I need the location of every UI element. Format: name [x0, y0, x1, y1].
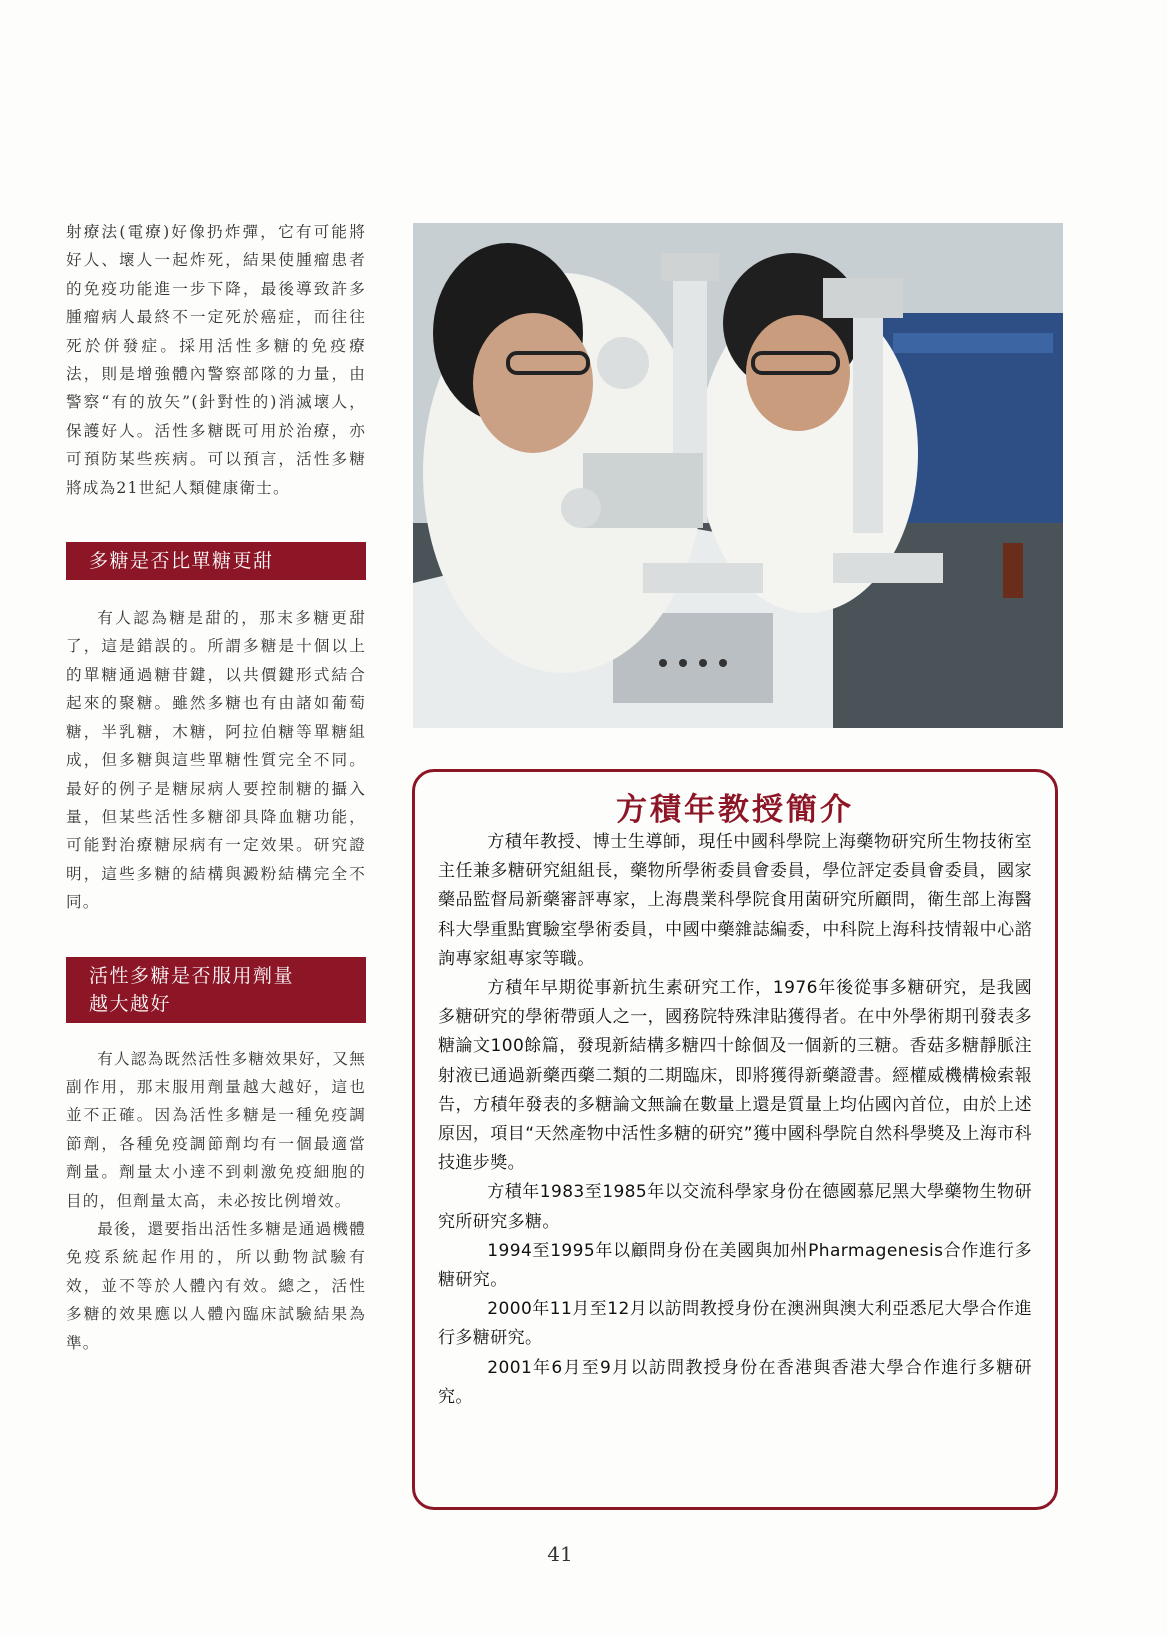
bio-paragraph-4: 1994至1995年以顧問身份在美國與加州Pharmagenesis合作進行多糖研究。 — [438, 1240, 1032, 1291]
section2-heading — [66, 957, 366, 1023]
section2-heading-line1: 活性多糖是否服用劑量 — [89, 964, 295, 987]
bio-body — [438, 828, 1032, 1412]
section2-paragraph-1: 有人認為既然活性多糖效果好，又無副作用，那末服用劑量越大越好，這也並不正確。因為活性多糖是一種免疫調節劑，各種免疫調節劑均有一個最適當劑量。劑量太小達不到刺激免疫細胞的目的，但劑量太高，未必按比例增效。 — [66, 1049, 366, 1210]
bio-paragraph-1: 方積年教授、博士生導師，現任中國科學院上海藥物研究所生物技術室主任兼多糖研究組組長，藥物所學術委員會委員，學位評定委員會委員，國家藥品監督局新藥審評專家，上海農業科學院食用菌研究所顧問，衛生部上海醫科大學重點實驗室學術委員，中國中藥雜誌編委，中科院上海科技情報中心諮詢專家組專家等職。 — [438, 832, 1032, 969]
section2-heading-line2: 越大越好 — [89, 992, 172, 1015]
lab-photo — [413, 223, 1063, 728]
lab-photo-illustration — [413, 223, 1063, 728]
section2-paragraph-2: 最後，還要指出活性多糖是通過機體免疫系統起作用的，所以動物試驗有效，並不等於人體內有效。總之，活性多糖的效果應以人體內臨床試驗結果為準。 — [66, 1219, 366, 1352]
section1-heading: 多糖是否比單糖更甜 — [66, 542, 366, 580]
bio-paragraph-2: 方積年早期從事新抗生素研究工作，1976年後從事多糖研究，是我國多糖研究的學術帶頭人之一，國務院特殊津貼獲得者。在中外學術期刊發表多糖論文100餘篇，發現新結構多糖四十餘個及一個新的三糖。香菇多糖靜脈注射液已通過新藥西藥二類的二期臨床，即將獲得新藥證書。經權威機構檢索報告，方積年發表的多糖論文無論在數量上還是質量上均佔國內首位，由於上述原因，項目“天然產物中活性多糖的研究”獲中國科學院自然科學獎及上海市科技進步獎。 — [438, 978, 1032, 1174]
intro-paragraph: 射療法(電療)好像扔炸彈，它有可能將好人、壞人一起炸死，結果使腫瘤患者的免疫功能進一步下降，最後導致許多腫瘤病人最終不一定死於癌症，而往往死於併發症。採用活性多糖的免疫療法，則是增強體內警察部隊的力量，由警察“有的放矢”(針對性的)消滅壞人，保護好人。活性多糖既可用於治療，亦可預防某些疾病。可以預言，活性多糖將成為21世紀人類健康衛士。 — [66, 223, 366, 497]
bio-title: 方積年教授簡介 — [616, 792, 854, 828]
left-column — [66, 218, 366, 1357]
bio-paragraph-3: 方積年1983至1985年以交流科學家身份在德國慕尼黑大學藥物生物研究所研究多糖。 — [438, 1182, 1032, 1232]
bio-paragraph-5: 2000年11月至12月以訪問教授身份在澳洲與澳大利亞悉尼大學合作進行多糖研究。 — [438, 1299, 1032, 1349]
page-number: 41 — [547, 1542, 573, 1566]
bio-box — [412, 769, 1058, 1510]
bio-paragraph-6: 2001年6月至9月以訪問教授身份在香港與香港大學合作進行多糖研究。 — [438, 1357, 1032, 1407]
section1-paragraph: 有人認為糖是甜的，那末多糖更甜了，這是錯誤的。所謂多糖是十個以上的單糖通過糖苷鍵，以共價鍵形式結合起來的聚糖。雖然多糖也有由諸如葡萄糖，半乳糖，木糖，阿拉伯糖等單糖組成，但多糖與這些單糖性質完全不同。最好的例子是糖尿病人要控制糖的攝入量，但某些活性多糖卻具降血糖功能，可能對治療糖尿病有一定效果。研究證明，這些多糖的結構與澱粉結構完全不同。 — [66, 609, 366, 912]
